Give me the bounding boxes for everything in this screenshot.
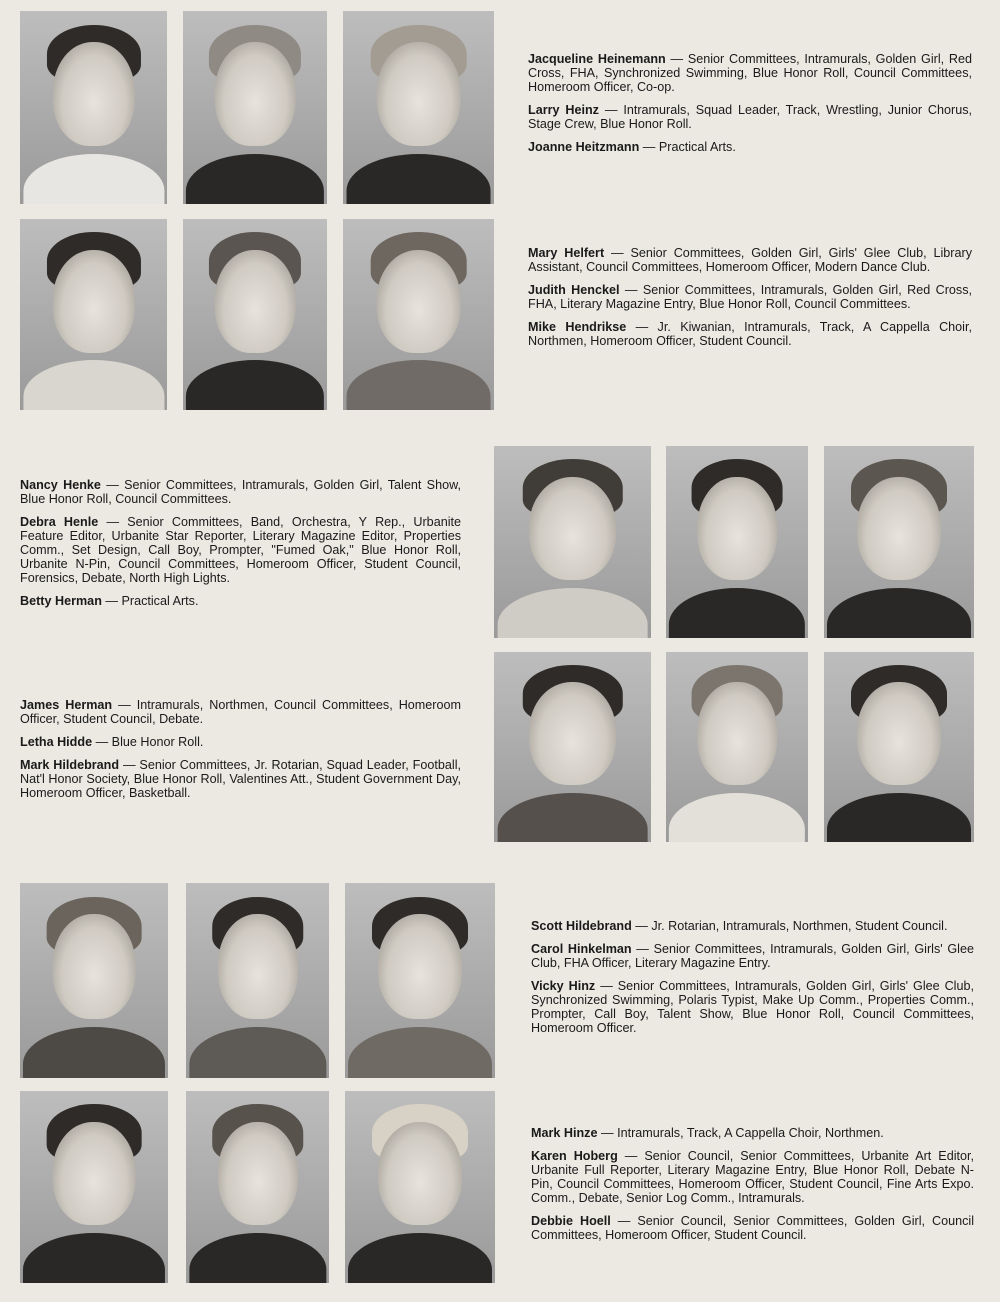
student-name: Nancy Henke	[20, 478, 101, 492]
portrait-photo	[494, 652, 651, 842]
portrait-photo	[343, 219, 494, 410]
student-name: Karen Hoberg	[531, 1149, 618, 1163]
student-activities: — Senior Committees, Band, Orchestra, Y Rep., Urbanite Feature Editor, Urbanite Star Reporter, Literary Magazine Editor, Properties Comm., Set Design, Call Boy, Prompter, "Fumed Oak," Blue Honor Roll, Urbanite N-Pin, Council Committees, Homeroom Officer, Student Council, Forensics, Debate, North High Lights.	[20, 515, 461, 585]
student-activities: — Intramurals, Track, A Cappella Choir, Northmen.	[597, 1126, 884, 1140]
portrait-photo	[666, 652, 808, 842]
student-activities: — Senior Committees, Intramurals, Golden Girl, Girls' Glee Club, Synchronized Swimming, Polaris Typist, Make Up Comm., Properties Comm., Prompter, Call Boy, Talent Show, Blue Honor Roll, Council Committees, Homeroom Officer.	[531, 979, 974, 1035]
student-name: Carol Hinkelman	[531, 942, 632, 956]
student-activities: — Senior Committees, Jr. Rotarian, Squad Leader, Football, Nat'l Honor Society, Blue Honor Roll, Valentines Att., Student Government Day, Homeroom Officer, Basketball.	[20, 758, 461, 800]
student-name: James Herman	[20, 698, 113, 712]
caption-block	[20, 478, 461, 617]
student-name: Larry Heinz	[528, 103, 599, 117]
student-entry	[528, 140, 972, 154]
student-name: Debra Henle	[20, 515, 99, 529]
portrait-photo	[186, 883, 329, 1078]
portrait-photo	[345, 1091, 495, 1283]
student-activities: — Jr. Rotarian, Intramurals, Northmen, Student Council.	[631, 919, 948, 933]
portrait-photo	[343, 11, 494, 204]
student-name: Vicky Hinz	[531, 979, 596, 993]
student-entry	[528, 320, 972, 348]
student-entry	[528, 283, 972, 311]
portrait-photo	[186, 1091, 329, 1283]
student-entry	[531, 1214, 974, 1242]
student-activities: — Senior Committees, Golden Girl, Girls' Glee Club, Library Assistant, Council Committees, Homeroom Officer, Modern Dance Club.	[528, 246, 972, 274]
student-entry	[20, 478, 461, 506]
student-name: Mark Hinze	[531, 1126, 598, 1140]
portrait-photo	[345, 883, 495, 1078]
portrait-photo	[824, 652, 974, 842]
student-name: Mike Hendrikse	[528, 320, 627, 334]
student-name: Mark Hildebrand	[20, 758, 120, 772]
student-entry	[528, 103, 972, 131]
student-name: Scott Hildebrand	[531, 919, 632, 933]
student-name: Debbie Hoell	[531, 1214, 611, 1228]
student-activities: — Senior Council, Senior Committees, Urbanite Art Editor, Urbanite Full Reporter, Literary Magazine Entry, Blue Honor Roll, Debate N-Pin, Council Committees, Homeroom Officer, Student Council, Fine Arts Expo. Comm., Debate, Senior Log Comm., Intramurals.	[531, 1149, 974, 1205]
student-name: Letha Hidde	[20, 735, 93, 749]
caption-block	[531, 1126, 974, 1251]
student-activities: — Jr. Kiwanian, Intramurals, Track, A Cappella Choir, Northmen, Homeroom Officer, Student Council.	[528, 320, 972, 348]
caption-block	[528, 246, 972, 357]
student-entry	[20, 735, 461, 749]
student-name: Jacqueline Heinemann	[528, 52, 666, 66]
caption-block	[528, 52, 972, 163]
portrait-photo	[183, 219, 327, 410]
student-name: Mary Helfert	[528, 246, 605, 260]
portrait-photo	[666, 446, 808, 638]
portrait-photo	[20, 1091, 168, 1283]
student-activities: — Senior Council, Senior Committees, Golden Girl, Council Committees, Homeroom Officer, Student Council.	[531, 1214, 975, 1242]
student-name: Judith Henckel	[528, 283, 620, 297]
portrait-photo	[494, 446, 651, 638]
student-activities: — Senior Committees, Intramurals, Golden Girl, Red Cross, FHA, Literary Magazine Entry, Blue Honor Roll, Council Committees.	[528, 283, 973, 311]
student-entry	[531, 979, 974, 1035]
caption-block	[20, 698, 461, 809]
student-activities: — Intramurals, Northmen, Council Committees, Homeroom Officer, Student Council, Debate.	[20, 698, 461, 726]
student-name: Joanne Heitzmann	[528, 140, 640, 154]
portrait-photo	[20, 883, 168, 1078]
student-activities: — Blue Honor Roll.	[92, 735, 204, 749]
portrait-photo	[20, 11, 167, 204]
student-entry	[20, 594, 461, 608]
student-entry	[528, 246, 972, 274]
student-entry	[531, 1149, 974, 1205]
portrait-photo	[20, 219, 167, 410]
student-entry	[531, 942, 974, 970]
student-activities: — Senior Committees, Intramurals, Golden Girl, Red Cross, FHA, Synchronized Swimming, Blue Honor Roll, Council Committees, Homeroom Officer, Co-op.	[528, 52, 972, 94]
student-activities: — Intramurals, Squad Leader, Track, Wrestling, Junior Chorus, Stage Crew, Blue Honor Roll.	[528, 103, 973, 131]
student-entry	[20, 698, 461, 726]
student-activities: — Senior Committees, Intramurals, Golden Girl, Girls' Glee Club, FHA Officer, Literary Magazine Entry.	[531, 942, 974, 970]
portrait-photo	[824, 446, 974, 638]
caption-block	[531, 919, 974, 1044]
student-entry	[20, 758, 461, 800]
portrait-photo	[183, 11, 327, 204]
student-activities: — Practical Arts.	[639, 140, 736, 154]
student-activities: — Practical Arts.	[101, 594, 199, 608]
student-activities: — Senior Committees, Intramurals, Golden Girl, Talent Show, Blue Honor Roll, Council Committees.	[20, 478, 461, 506]
student-name: Betty Herman	[20, 594, 102, 608]
student-entry	[20, 515, 461, 585]
student-entry	[531, 919, 974, 933]
student-entry	[531, 1126, 974, 1140]
student-entry	[528, 52, 972, 94]
